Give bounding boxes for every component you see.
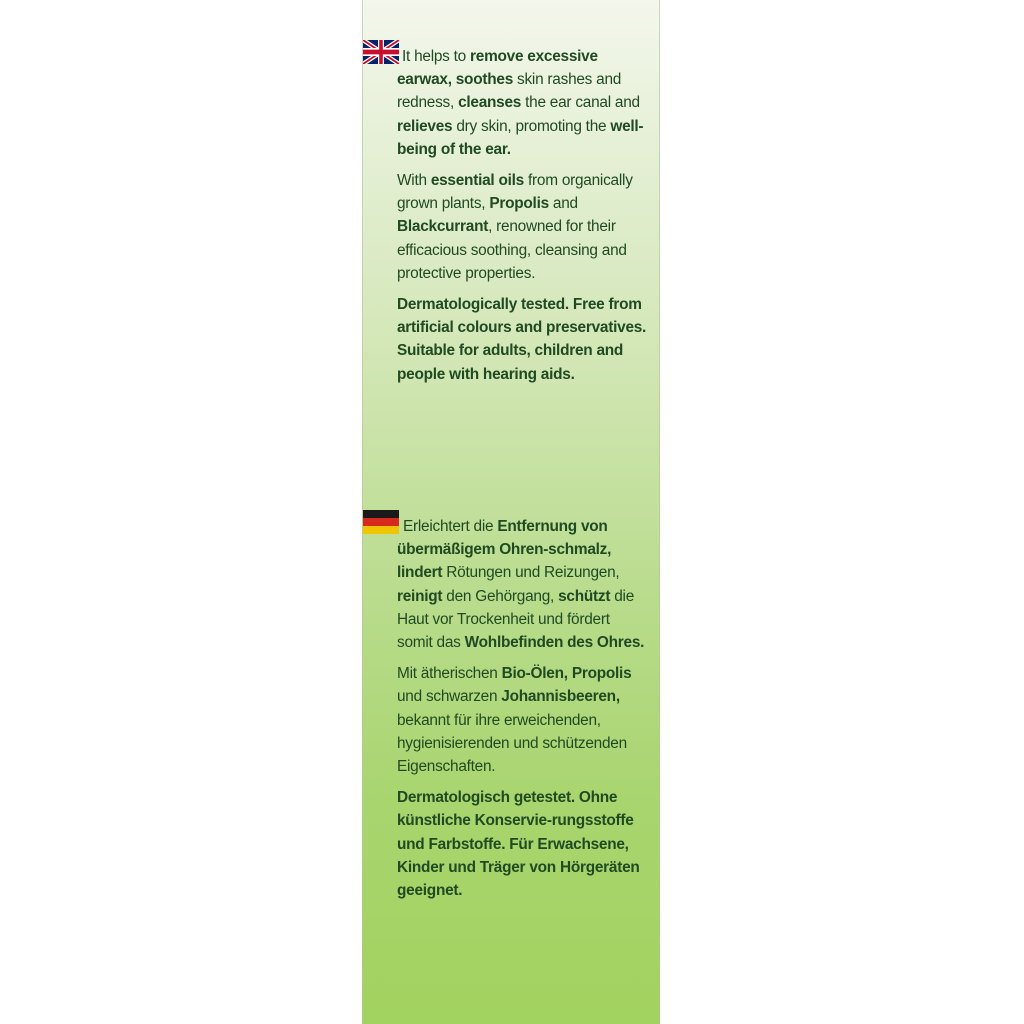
- german-text-run: Erleichtert die: [403, 518, 498, 535]
- english-text-run: Blackcurrant: [397, 218, 489, 236]
- english-text-run: from organically grown plants,: [397, 172, 633, 213]
- english-text-run: the ear canal and: [521, 94, 640, 112]
- germany-flag-icon: [363, 510, 399, 534]
- english-text-run: essential oils: [430, 172, 524, 190]
- uk-flag-icon: [363, 40, 399, 64]
- english-text-run: dry skin, promoting the: [452, 117, 611, 135]
- english-text-run: , renowned for their efficacious soothing, cleansing and protective properties.: [397, 218, 627, 282]
- english-text-run: and: [548, 195, 578, 213]
- english-text-run: well-being of the ear.: [397, 117, 644, 158]
- english-text-run: relieves: [397, 117, 453, 135]
- german-text-run: reinigt: [397, 587, 443, 605]
- german-text-run: Rötungen und Reizungen,: [442, 564, 620, 582]
- german-text-run: und schwarzen: [397, 688, 502, 706]
- english-text-run: It helps to: [402, 48, 471, 65]
- product-box-side-panel: [362, 0, 660, 1024]
- english-text-run: skin rashes and redness,: [397, 71, 622, 112]
- english-description: [397, 45, 647, 394]
- german-text-run: schützt: [558, 587, 611, 605]
- english-paragraph-2: [397, 169, 647, 285]
- german-description: [397, 515, 647, 910]
- english-text-run: With: [397, 172, 431, 190]
- english-paragraph-1: [397, 45, 647, 161]
- german-text-run: bekannt für ihre erweichenden, hygienisierenden und schützenden Eigenschaften.: [397, 711, 627, 776]
- german-text-run: Johannisbeeren,: [501, 688, 620, 706]
- english-paragraph-3: [397, 293, 647, 386]
- english-text-run: remove excessive earwax, soothes: [397, 48, 598, 89]
- german-paragraph-1: [397, 515, 647, 654]
- english-text-run: cleanses: [458, 94, 522, 112]
- german-text-run: Wohlbefinden des Ohres.: [464, 634, 645, 652]
- german-text-run: die Haut vor Trockenheit und fördert somit das: [397, 587, 635, 652]
- english-text-run: Dermatologically tested. Free from artificial colours and preservatives. Suitable for adults, children and people with hearing aids.: [397, 296, 647, 383]
- german-text-run: Dermatologisch getestet. Ohne künstliche Konservie-rungsstoffe und Farbstoffe. Für Erwachsene, Kinder und Träger von Hörgeräten geeignet.: [397, 789, 640, 900]
- german-paragraph-2: [397, 662, 647, 778]
- german-paragraph-3: [397, 786, 647, 902]
- english-text-run: Propolis: [489, 195, 549, 213]
- german-text-run: Entfernung von übermäßigem Ohren-schmalz, lindert: [397, 518, 612, 582]
- german-text-run: den Gehörgang,: [442, 587, 559, 605]
- german-text-run: Mit ätherischen: [397, 665, 502, 683]
- german-text-run: Bio-Ölen, Propolis: [501, 665, 632, 683]
